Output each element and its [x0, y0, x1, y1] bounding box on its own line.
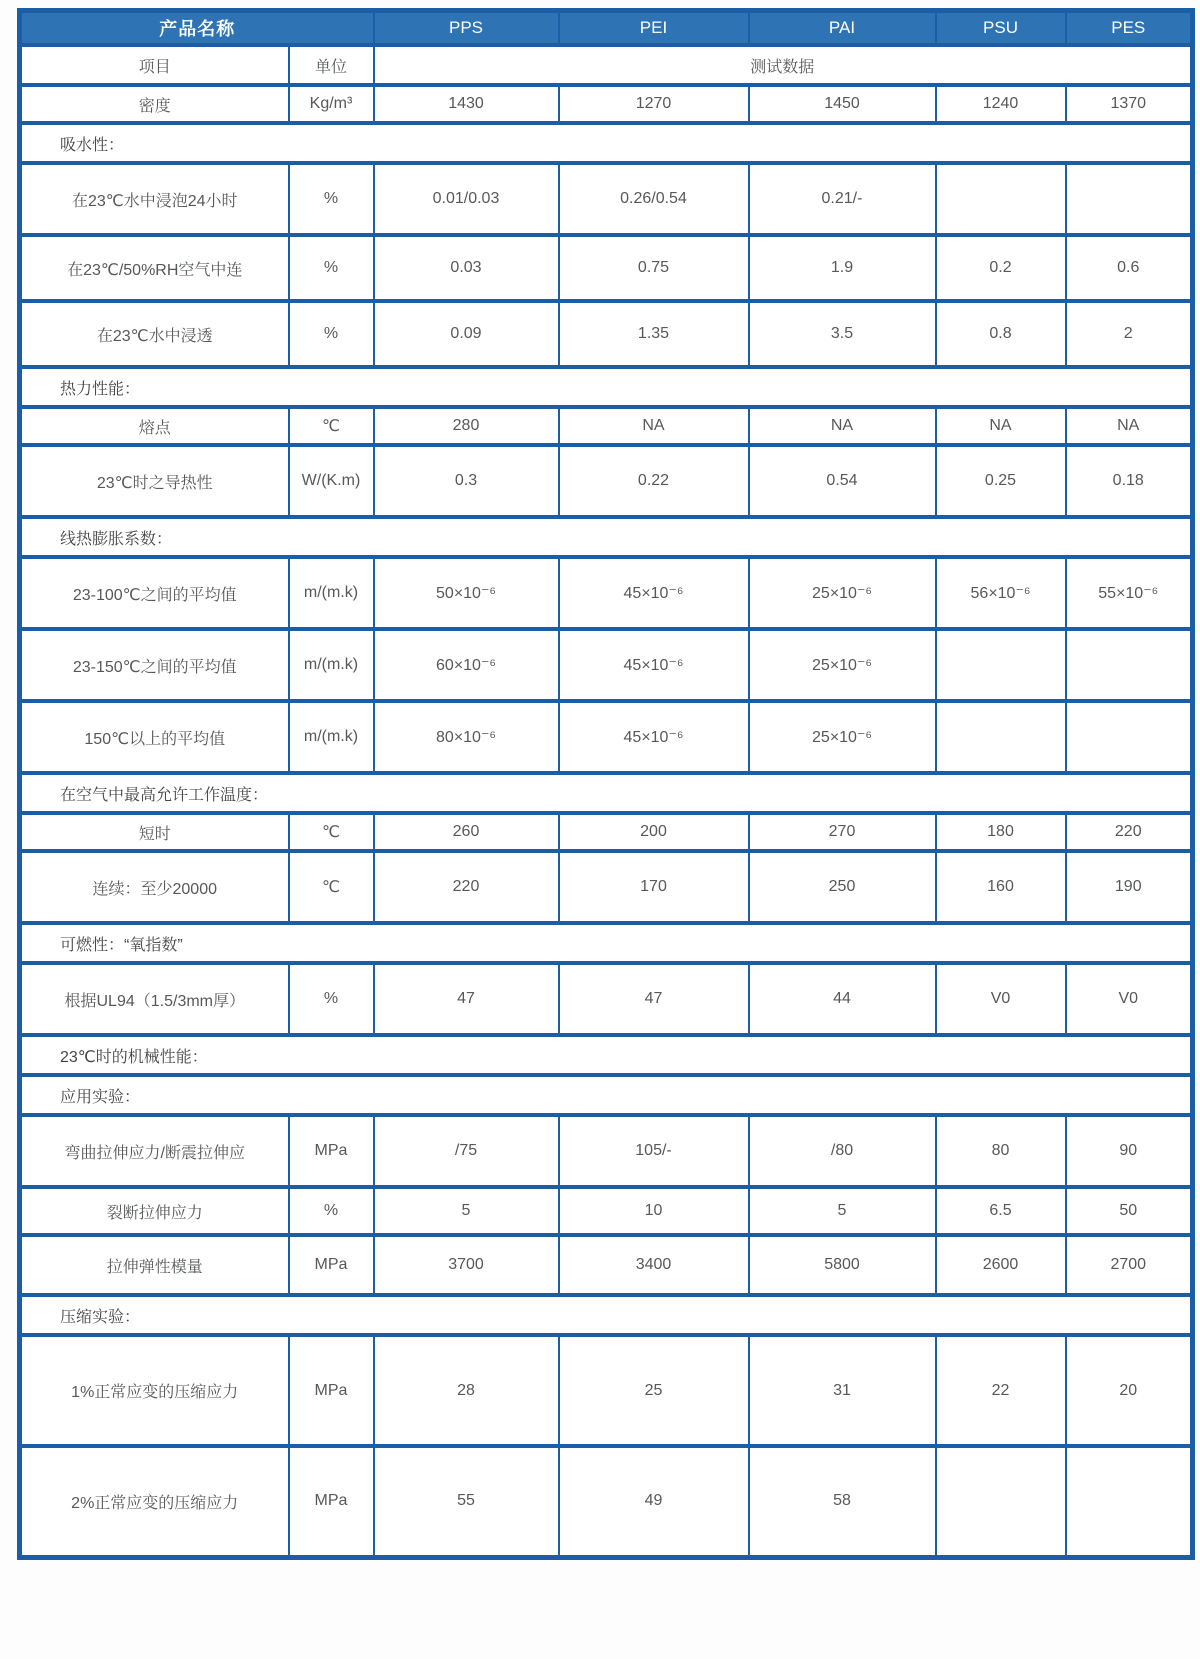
value-cell: V0: [1066, 963, 1193, 1035]
table-row: [20, 1335, 1193, 1446]
value-cell: 58: [749, 1446, 936, 1557]
table-row: [20, 407, 1193, 445]
value-cell: [1066, 1446, 1193, 1557]
value-cell: 20: [1066, 1335, 1193, 1446]
item-cell: 23-100℃之间的平均值: [20, 557, 289, 629]
value-cell: 180: [936, 813, 1066, 851]
value-cell: [936, 701, 1066, 773]
value-cell: 220: [1066, 813, 1193, 851]
value-cell: 250: [749, 851, 936, 923]
value-cell: [1066, 163, 1193, 235]
header-col-pei: PEI: [559, 11, 749, 46]
value-cell: 31: [749, 1335, 936, 1446]
value-cell: /75: [374, 1115, 559, 1187]
table-row: [20, 963, 1193, 1035]
value-cell: 0.6: [1066, 235, 1193, 301]
value-cell: 1240: [936, 85, 1066, 123]
value-cell: 270: [749, 813, 936, 851]
value-cell: 44: [749, 963, 936, 1035]
value-cell: 25: [559, 1335, 749, 1446]
value-cell: 56×10⁻⁶: [936, 557, 1066, 629]
value-cell: 280: [374, 407, 559, 445]
unit-cell: %: [289, 301, 374, 367]
item-cell: 弯曲拉伸应力/断震拉伸应: [20, 1115, 289, 1187]
table-row: [20, 1187, 1193, 1235]
table-row: [20, 301, 1193, 367]
value-cell: 200: [559, 813, 749, 851]
unit-cell: MPa: [289, 1335, 374, 1446]
section-row: [20, 1075, 1193, 1115]
value-cell: 5: [374, 1187, 559, 1235]
material-properties-table: [17, 8, 1195, 1560]
value-cell: [936, 163, 1066, 235]
item-cell: 150℃以上的平均值: [20, 701, 289, 773]
section-label: 线热膨胀系数：: [20, 517, 1193, 557]
value-cell: 260: [374, 813, 559, 851]
value-cell: 3.5: [749, 301, 936, 367]
table-row: [20, 235, 1193, 301]
unit-cell: m/(m.k): [289, 557, 374, 629]
item-cell: 在23℃水中浸泡24小时: [20, 163, 289, 235]
value-cell: 25×10⁻⁶: [749, 701, 936, 773]
value-cell: 80: [936, 1115, 1066, 1187]
item-cell: 1%正常应变的压缩应力: [20, 1335, 289, 1446]
value-cell: 190: [1066, 851, 1193, 923]
value-cell: 45×10⁻⁶: [559, 701, 749, 773]
item-cell: 连续：至少20000: [20, 851, 289, 923]
item-cell: 23℃时之导热性: [20, 445, 289, 517]
value-cell: 2700: [1066, 1235, 1193, 1295]
value-cell: 1370: [1066, 85, 1193, 123]
unit-cell: m/(m.k): [289, 629, 374, 701]
value-cell: 0.25: [936, 445, 1066, 517]
unit-cell: %: [289, 163, 374, 235]
unit-cell: %: [289, 963, 374, 1035]
value-cell: 80×10⁻⁶: [374, 701, 559, 773]
section-label: 应用实验：: [20, 1075, 1193, 1115]
subheader-unit: 单位: [289, 45, 374, 85]
section-row: [20, 123, 1193, 163]
item-cell: 在23℃水中浸透: [20, 301, 289, 367]
item-cell: 密度: [20, 85, 289, 123]
section-row: [20, 773, 1193, 813]
value-cell: [936, 629, 1066, 701]
section-row: [20, 923, 1193, 963]
table-row: [20, 85, 1193, 123]
table-row: [20, 701, 1193, 773]
section-row: [20, 1295, 1193, 1335]
value-cell: 3700: [374, 1235, 559, 1295]
value-cell: 0.09: [374, 301, 559, 367]
item-cell: 拉伸弹性模量: [20, 1235, 289, 1295]
value-cell: 6.5: [936, 1187, 1066, 1235]
section-label: 23℃时的机械性能：: [20, 1035, 1193, 1075]
table-row: [20, 163, 1193, 235]
subheader-row: [20, 45, 1193, 85]
value-cell: 49: [559, 1446, 749, 1557]
table-row: [20, 629, 1193, 701]
value-cell: NA: [936, 407, 1066, 445]
unit-cell: MPa: [289, 1446, 374, 1557]
value-cell: 50: [1066, 1187, 1193, 1235]
value-cell: 5: [749, 1187, 936, 1235]
table-row: [20, 1115, 1193, 1187]
value-cell: 22: [936, 1335, 1066, 1446]
value-cell: 25×10⁻⁶: [749, 557, 936, 629]
value-cell: 0.22: [559, 445, 749, 517]
unit-cell: ℃: [289, 407, 374, 445]
value-cell: 60×10⁻⁶: [374, 629, 559, 701]
value-cell: 170: [559, 851, 749, 923]
value-cell: /80: [749, 1115, 936, 1187]
value-cell: 1.35: [559, 301, 749, 367]
section-label: 压缩实验：: [20, 1295, 1193, 1335]
value-cell: 1.9: [749, 235, 936, 301]
value-cell: 0.2: [936, 235, 1066, 301]
value-cell: 10: [559, 1187, 749, 1235]
unit-cell: ℃: [289, 851, 374, 923]
value-cell: 0.21/-: [749, 163, 936, 235]
value-cell: 1450: [749, 85, 936, 123]
section-label: 可燃性：“氧指数”: [20, 923, 1193, 963]
value-cell: 5800: [749, 1235, 936, 1295]
value-cell: 0.01/0.03: [374, 163, 559, 235]
value-cell: 0.8: [936, 301, 1066, 367]
value-cell: 50×10⁻⁶: [374, 557, 559, 629]
unit-cell: MPa: [289, 1235, 374, 1295]
value-cell: 160: [936, 851, 1066, 923]
table-row: [20, 813, 1193, 851]
unit-cell: m/(m.k): [289, 701, 374, 773]
unit-cell: W/(K.m): [289, 445, 374, 517]
item-cell: 熔点: [20, 407, 289, 445]
unit-cell: Kg/m³: [289, 85, 374, 123]
item-cell: 短时: [20, 813, 289, 851]
value-cell: 45×10⁻⁶: [559, 557, 749, 629]
value-cell: [1066, 629, 1193, 701]
subheader-item: 项目: [20, 45, 289, 85]
section-label: 在空气中最高允许工作温度：: [20, 773, 1193, 813]
item-cell: 裂断拉伸应力: [20, 1187, 289, 1235]
section-label: 热力性能：: [20, 367, 1193, 407]
unit-cell: %: [289, 235, 374, 301]
value-cell: 2600: [936, 1235, 1066, 1295]
unit-cell: MPa: [289, 1115, 374, 1187]
item-cell: 23-150℃之间的平均值: [20, 629, 289, 701]
value-cell: 28: [374, 1335, 559, 1446]
value-cell: 25×10⁻⁶: [749, 629, 936, 701]
value-cell: 55: [374, 1446, 559, 1557]
section-label: 吸水性：: [20, 123, 1193, 163]
value-cell: NA: [559, 407, 749, 445]
value-cell: NA: [1066, 407, 1193, 445]
item-cell: 在23℃/50%RH空气中连: [20, 235, 289, 301]
value-cell: 1430: [374, 85, 559, 123]
value-cell: 0.3: [374, 445, 559, 517]
value-cell: 90: [1066, 1115, 1193, 1187]
section-row: [20, 367, 1193, 407]
value-cell: 45×10⁻⁶: [559, 629, 749, 701]
value-cell: 105/-: [559, 1115, 749, 1187]
value-cell: 220: [374, 851, 559, 923]
table-row: [20, 851, 1193, 923]
value-cell: 2: [1066, 301, 1193, 367]
header-col-pai: PAI: [749, 11, 936, 46]
unit-cell: ℃: [289, 813, 374, 851]
value-cell: 0.18: [1066, 445, 1193, 517]
table-row: [20, 557, 1193, 629]
header-product-name: 产品名称: [20, 11, 374, 46]
item-cell: 2%正常应变的压缩应力: [20, 1446, 289, 1557]
subheader-test-data: 测试数据: [374, 45, 1193, 85]
header-col-psu: PSU: [936, 11, 1066, 46]
value-cell: [936, 1446, 1066, 1557]
table-row: [20, 1235, 1193, 1295]
table-row: [20, 445, 1193, 517]
value-cell: 3400: [559, 1235, 749, 1295]
header-col-pes: PES: [1066, 11, 1193, 46]
value-cell: 55×10⁻⁶: [1066, 557, 1193, 629]
value-cell: 0.54: [749, 445, 936, 517]
item-cell: 根据UL94（1.5/3mm厚）: [20, 963, 289, 1035]
value-cell: [1066, 701, 1193, 773]
value-cell: 0.75: [559, 235, 749, 301]
unit-cell: %: [289, 1187, 374, 1235]
table-header-row: [20, 11, 1193, 46]
section-row: [20, 517, 1193, 557]
value-cell: 47: [374, 963, 559, 1035]
value-cell: 0.26/0.54: [559, 163, 749, 235]
header-col-pps: PPS: [374, 11, 559, 46]
value-cell: 47: [559, 963, 749, 1035]
section-row: [20, 1035, 1193, 1075]
value-cell: 1270: [559, 85, 749, 123]
table-row: [20, 1446, 1193, 1557]
value-cell: 0.03: [374, 235, 559, 301]
value-cell: V0: [936, 963, 1066, 1035]
value-cell: NA: [749, 407, 936, 445]
